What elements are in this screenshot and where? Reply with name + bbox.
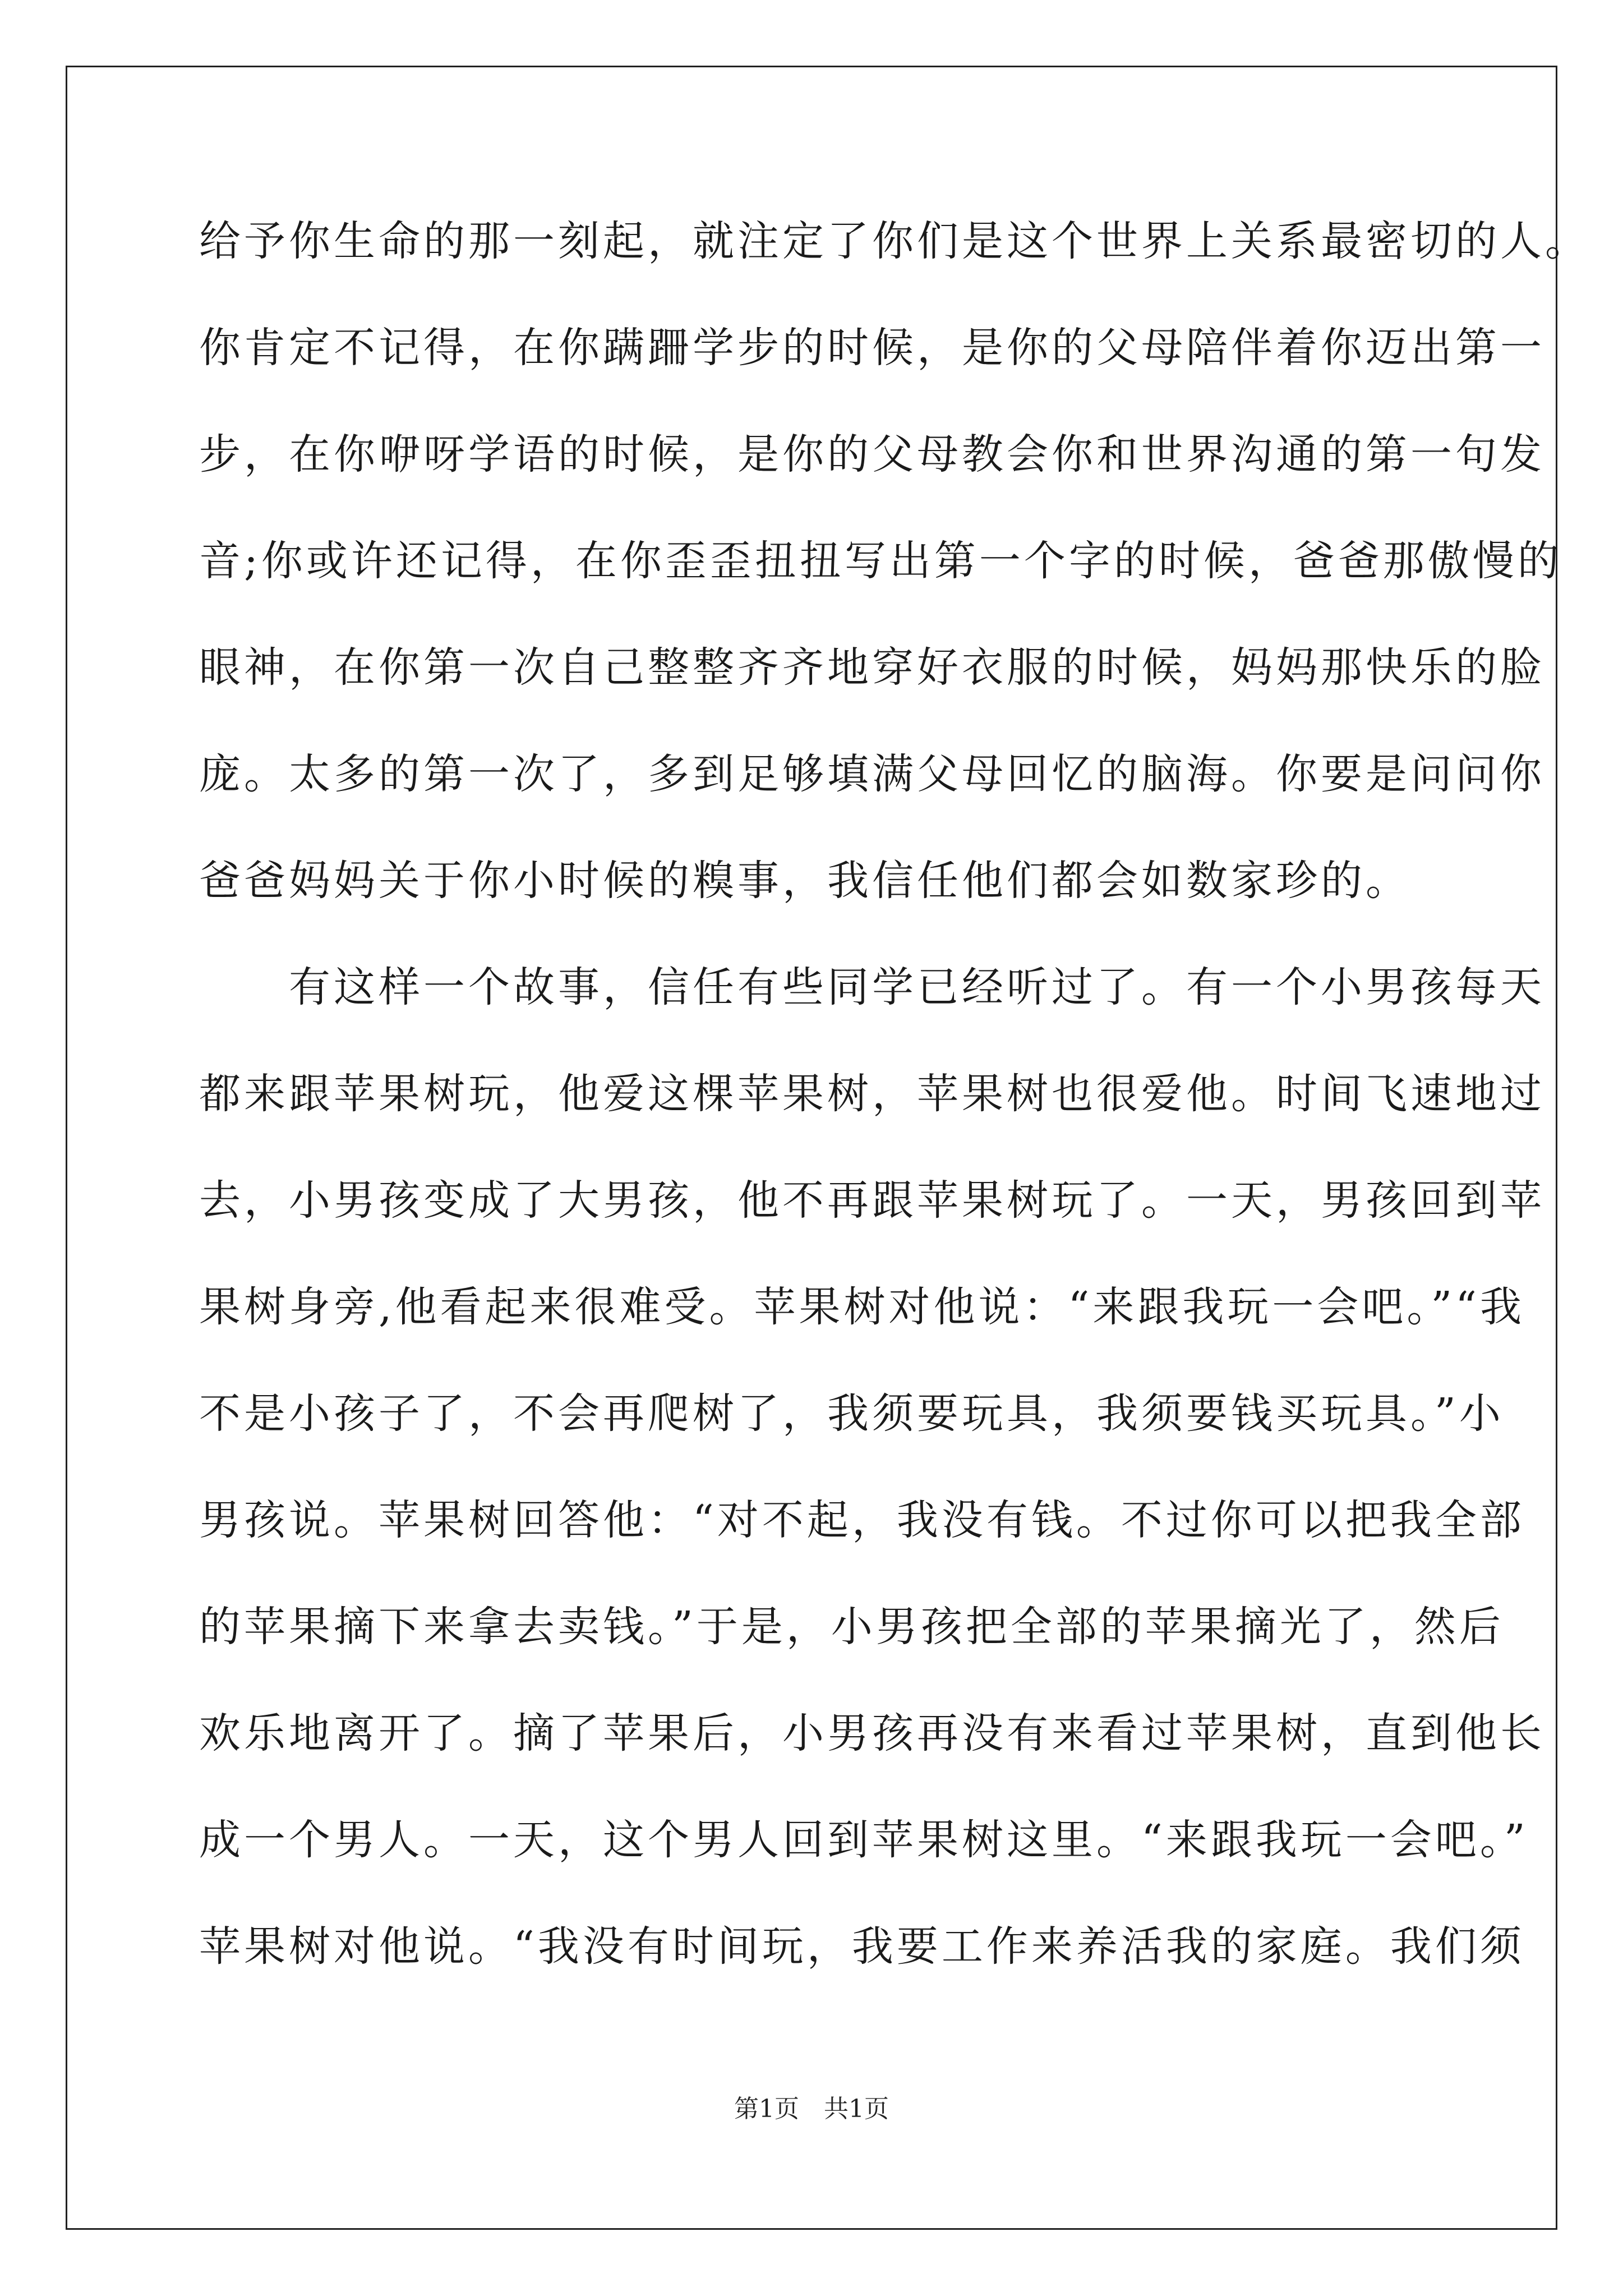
text-line: 去，小男孩变成了大男孩，他不再跟苹果树玩了。一天，男孩回到苹 [199, 1176, 1545, 1225]
text-line: 步，在你咿呀学语的时候，是你的父母教会你和世界沟通的第一句发 [199, 430, 1545, 478]
text-line: 有这样一个故事，信任有些同学已经听过了。有一个小男孩每天 [199, 963, 1545, 1011]
text-line: 的苹果摘下来拿去卖钱。”于是，小男孩把全部的苹果摘光了，然后 [199, 1603, 1504, 1651]
text-line: 苹果树对他说。“我没有时间玩，我要工作来养活我的家庭。我们须 [199, 1922, 1525, 1971]
text-line: 果树身旁,他看起来很难受。苹果树对他说：“来跟我玩一会吧。”“我 [199, 1283, 1525, 1331]
page-footer: 第1页 共1页 [734, 2095, 889, 2123]
text-line: 成一个男人。一天，这个男人回到苹果树这里。“来跟我玩一会吧。” [199, 1816, 1529, 1864]
text-line: 不是小孩子了，不会再爬树了，我须要玩具，我须要钱买玩具。”小 [199, 1389, 1504, 1438]
page-border [66, 66, 1557, 2230]
text-line: 男孩说。苹果树回答他：“对不起，我没有钱。不过你可以把我全部 [199, 1496, 1525, 1544]
text-line: 你肯定不记得，在你蹒跚学步的时候，是你的父母陪伴着你迈出第一 [199, 324, 1545, 372]
text-line: 都来跟苹果树玩，他爱这棵苹果树，苹果树也很爱他。时间飞速地过 [199, 1070, 1545, 1118]
text-line: 音;你或许还记得，在你歪歪扭扭写出第一个字的时候，爸爸那傲慢的 [199, 537, 1562, 585]
text-line: 爸爸妈妈关于你小时候的糗事，我信任他们都会如数家珍的。 [199, 857, 1410, 905]
text-line: 给予你生命的那一刻起，就注定了你们是这个世界上关系最密切的人。 [199, 217, 1590, 265]
text-line: 眼神，在你第一次自己整整齐齐地穿好衣服的时候，妈妈那快乐的脸 [199, 643, 1545, 692]
text-line: 欢乐地离开了。摘了苹果后，小男孩再没有来看过苹果树，直到他长 [199, 1709, 1545, 1757]
text-line: 庞。太多的第一次了，多到足够填满父母回忆的脑海。你要是问问你 [199, 750, 1545, 798]
